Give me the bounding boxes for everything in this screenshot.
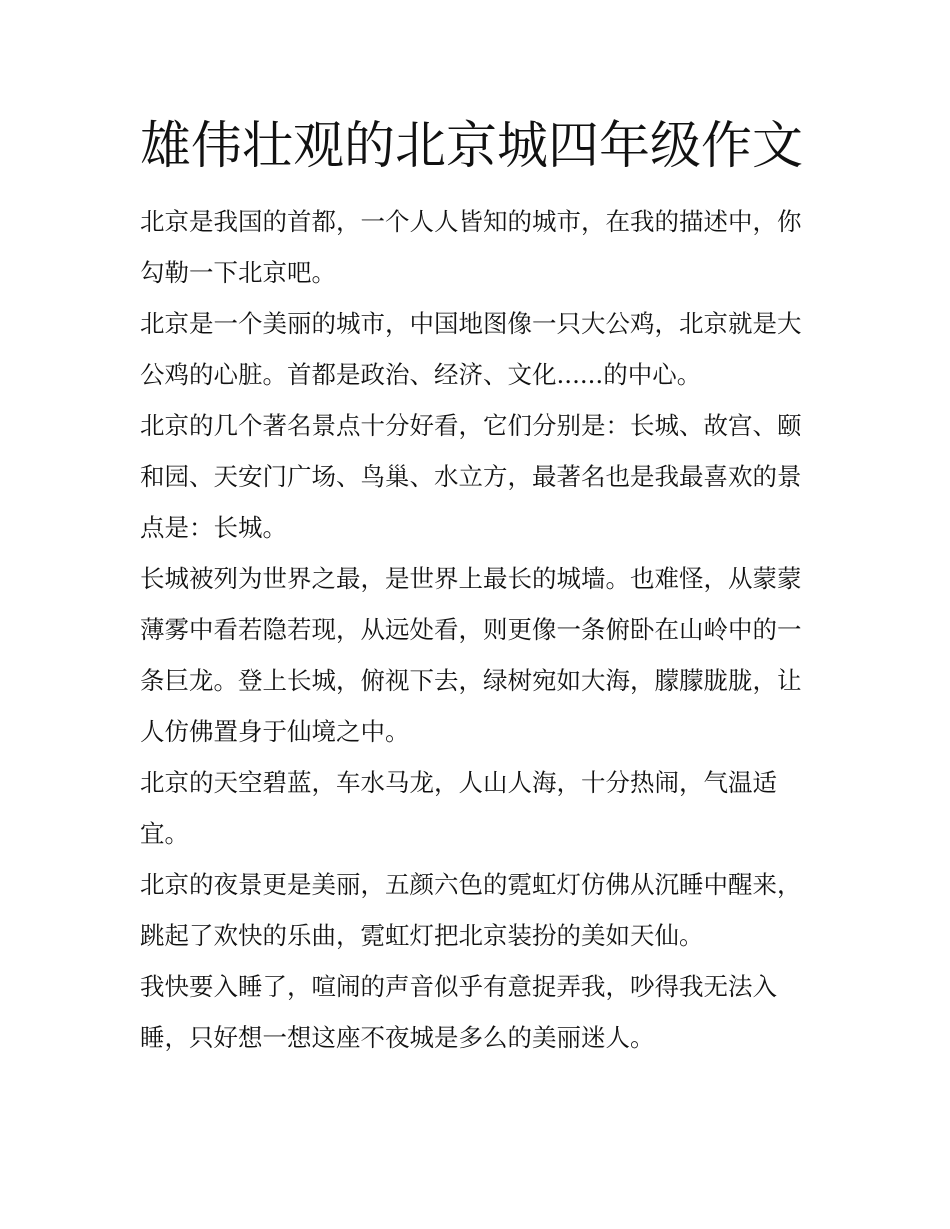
document-title: 雄伟壮观的北京城四年级作文 [140, 117, 804, 176]
paragraph-2: 北京是一个美丽的城市，中国地图像一只大公鸡，北京就是大公鸡的心脏。首都是政治、经济、文化......的中心。 [140, 309, 802, 389]
paragraph-1: 北京是我国的首都，一个人人皆知的城市，在我的描述中，你勾勒一下北京吧。 [140, 207, 802, 287]
paragraph-6: 北京的夜景更是美丽，五颜六色的霓虹灯仿佛从沉睡中醒来，跳起了欢快的乐曲，霓虹灯把北京装扮的美如天仙。 [140, 870, 802, 950]
paragraph-5: 北京的天空碧蓝，车水马龙，人山人海，十分热闹，气温适宜。 [140, 768, 777, 848]
paragraph-3: 北京的几个著名景点十分好看，它们分别是：长城、故宫、颐和园、天安门广场、鸟巢、水立方，最著名也是我最喜欢的景点是：长城。 [140, 411, 802, 542]
document-body [140, 196, 820, 1063]
paragraph-4: 长城被列为世界之最，是世界上最长的城墙。也难怪，从蒙蒙薄雾中看若隐若现，从远处看，则更像一条俯卧在山岭中的一条巨龙。登上长城，俯视下去，绿树宛如大海，朦朦胧胧，让人仿佛置身于仙境之中。 [140, 564, 802, 746]
paragraph-7: 我快要入睡了，喧闹的声音似乎有意捉弄我，吵得我无法入睡，只好想一想这座不夜城是多么的美丽迷人。 [140, 972, 777, 1052]
